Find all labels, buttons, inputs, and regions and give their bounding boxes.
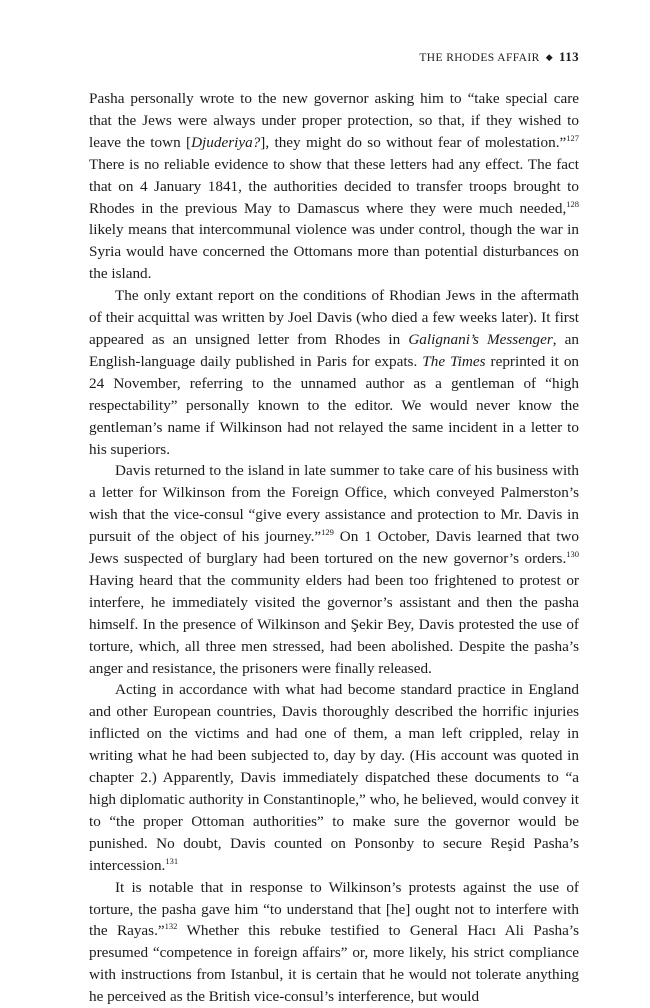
paragraph: Acting in accordance with what had become standard practice in England and other European countries, Davis thoroughly described the horrific injuries inflicted on the victims and had one of them, a man left crippled, relay in writing what he had been subjected to, day by day. (His account was quoted in chapter 2.) Apparently, Davis immediately dispatched these documents to “a high diplomatic authority in Constantinople,” who, he believed, would convey it to “the proper Ottoman authorities” to make sure the governor would be punished. No doubt, Davis counted on Ponsonby to secure Reşid Pasha’s intercession.$^{131}$ bbox=[89, 681, 579, 874]
footnote-ref: 128 bbox=[566, 198, 579, 209]
body-text bbox=[89, 88, 579, 1008]
footnote-ref: 130 bbox=[566, 548, 579, 559]
paragraph: Davis returned to the island in late summer to take care of his business with a letter for Wilkinson from the Foreign Office, which conveyed Palmerston’s wish that the vice-consul “give every assistance and protection to Mr. Davis in pursuit of the object of his journey.”$^{129}$ On 1 October, Davis learned that two Jews suspected of burglary had been tortured on the new governor’s orders.$^{130}$ Having heard that the community elders had been too frightened to protest or interfere, he immediately visited the governor’s assistant and then the pasha himself. In the presence of Wilkinson and Şekir Bey, Davis protested the use of torture, which, all three men stressed, had been abolished. Despite the pasha’s anger and resistance, the prisoners were finally released. bbox=[89, 462, 579, 677]
paragraph: It is notable that in response to Wilkinson’s protests against the use of torture, the pasha gave him “to understand that [he] ought not to interfere with the Rayas.”$^{132}$ Whether this rebuke testified to General Hacı Ali Pasha’s presumed “competence in foreign affairs” or, more likely, his strict compliance with instructions from Istanbul, it is certain that he would not tolerate anything he perceived as the British vice-consul’s interference, but would bbox=[89, 878, 579, 1006]
footnote-ref: 127 bbox=[566, 132, 579, 143]
page-number: 113 bbox=[559, 49, 579, 64]
footnote-ref: 131 bbox=[165, 855, 179, 866]
running-head bbox=[419, 49, 579, 66]
diamond-separator-icon: ◆ bbox=[545, 52, 554, 62]
running-title: THE RHODES AFFAIR bbox=[419, 52, 540, 64]
paragraph: Pasha personally wrote to the new governor asking him to “take special care that the Jews were always under proper protection, so that, if they wished to leave the town [Djuderiya?], they might do so without fear of molestation.”$^{127}$ There is no reliable evidence to show that these letters had any effect. The fact that on 4 January 1841, the authorities decided to transfer troops brought to Rhodes in the previous May to Damascus where they were much needed,$^{128}$ likely means that intercommunal violence was under control, though the war in Syria would have concerned the Ottomans more than potential disturbances on the island. bbox=[89, 90, 579, 283]
footnote-ref: 132 bbox=[164, 921, 178, 932]
footnote-ref: 129 bbox=[321, 527, 334, 538]
paragraph: The only extant report on the conditions of Rhodian Jews in the aftermath of their acquittal was written by Joel Davis (who died a few weeks later). It first appeared as an unsigned letter from Rhodes in Galignani’s Messenger, an English-language daily published in Paris for expats. The Times reprinted it on 24 November, referring to the unnamed author as a gentleman of “high respectability” personally known to the editor. We would never know the gentleman’s name if Wilkinson had not relayed the same incident in a letter to his superiors. bbox=[89, 287, 580, 458]
